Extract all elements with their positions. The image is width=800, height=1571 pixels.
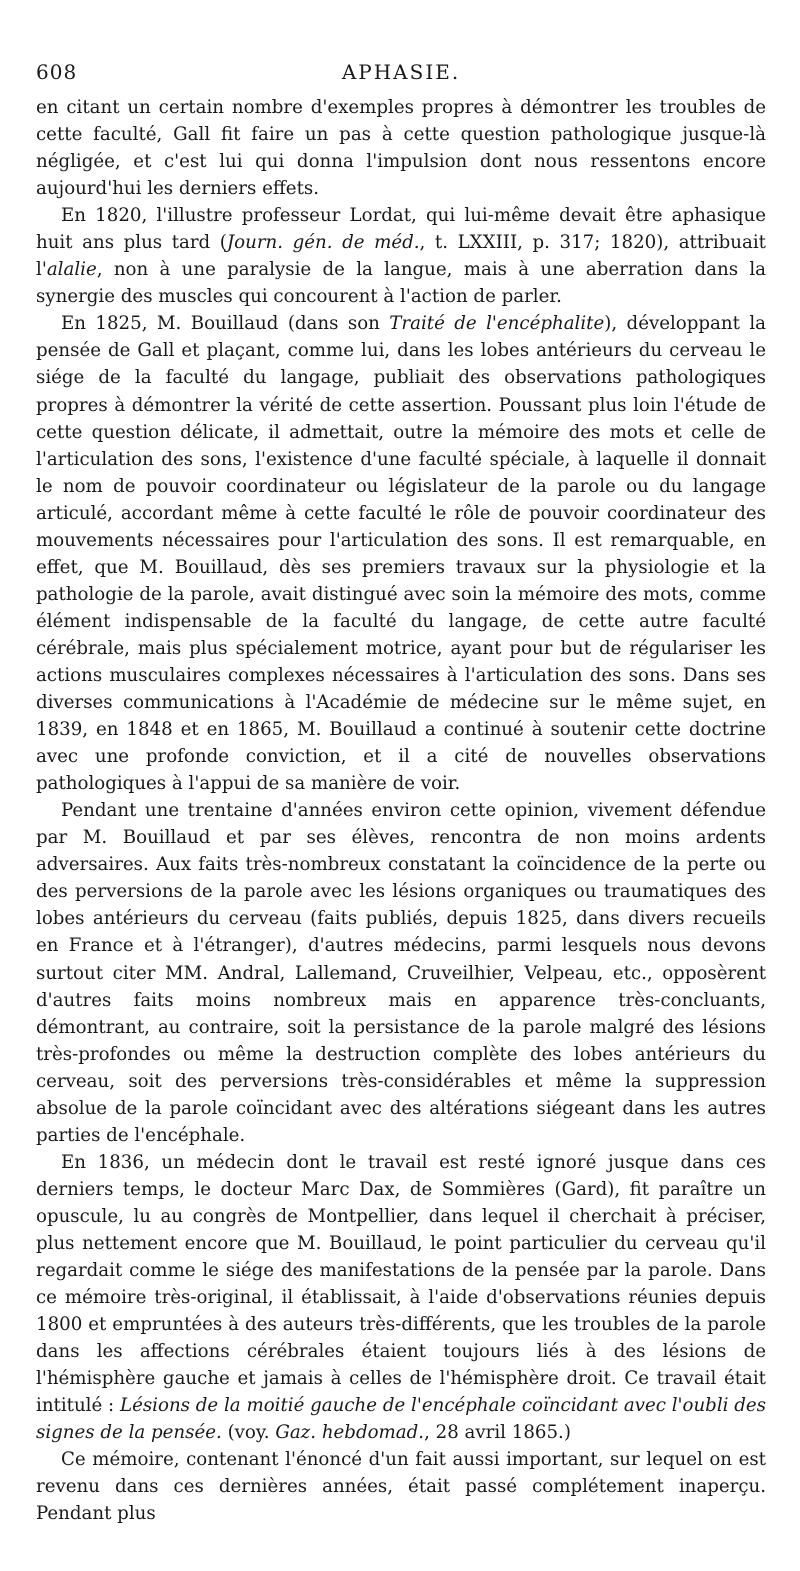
paragraph-5	[36, 1149, 766, 1447]
italic-term: alalie	[46, 259, 97, 281]
running-title: APHASIE.	[341, 60, 461, 84]
italic-title: Traité de l'encéphalite	[389, 313, 605, 335]
paragraph-2	[36, 202, 766, 310]
italic-citation: Journ. gén. de méd.	[226, 232, 420, 254]
running-head	[36, 60, 766, 88]
paragraph-1	[36, 94, 766, 202]
text-span: En 1836, un médecin dont le travail est resté ignoré jusque dans ces derniers temps, le docteur Marc Dax, de Sommières (Gard), fit paraître un opuscule, lu au congrès de Montpellier, dans lequel il cherchait à préciser, plus nettement encore que M. Bouillaud, le point particulier du cerveau qu'il regardait comme le siége des manifestations de la pensée par la parole. Dans ce mémoire très-original, il établissait, à l'aide d'observations réunies depuis 1800 et empruntées à des auteurs très-différents, que les troubles de la parole dans les affections cérébrales étaient toujours liés à des lésions de l'hémisphère gauche et jamais à celles de l'hémisphère droit. Ce travail était intitulé :	[36, 1151, 766, 1417]
text-span: , t. LXXIII, p. 317; 1820), attribuait l'	[36, 232, 766, 281]
paragraph-6	[36, 1446, 766, 1527]
body-text	[36, 94, 766, 1527]
text-span: en citant un certain nombre d'exemples propres à démontrer les troubles de cette faculté, Gall fit faire un pas à cette question pathologique jusque-là négligée, et c'est lui qui donna l'impulsion dont nous ressentons encore aujourd'hui les derniers effets.	[36, 97, 766, 200]
text-span: Ce mémoire, contenant l'énoncé d'un fait aussi important, sur lequel on est revenu dans ces dernières années, était passé complétement inaperçu. Pendant plus	[36, 1449, 766, 1525]
text-span: ), développant la pensée de Gall et plaçant, comme lui, dans les lobes antérieurs du cerveau le siége de la faculté du langage, publiait des observations pathologiques propres à démontrer la vérité de cette assertion. Poussant plus loin l'étude de cette question délicate, il admettait, outre la mémoire des mots et celle de l'articulation des sons, l'existence d'une faculté spéciale, à laquelle il donnait le nom de pouvoir coordinateur ou législateur de la parole ou du langage articulé, accordant même à cette faculté le rôle de pouvoir coordinateur des mouvements nécessaires pour l'articulation des sons. Il est remarquable, en effet, que M. Bouillaud, dès ses premiers travaux sur la physiologie et la pathologie de la parole, avait distingué avec soin la mémoire des mots, comme élément indispensable de la faculté du langage, de cette autre faculté cérébrale, mais plus spécialement motrice, ayant pour but de régulariser les actions musculaires complexes nécessaires à l'articulation des sons. Dans ses diverses communications à l'Académie de médecine sur le même sujet, en 1839, en 1848 et en 1865, M. Bouillaud a continué à soutenir cette doctrine avec une profonde conviction, et il a cité de nouvelles observations pathologiques à l'appui de sa manière de voir.	[36, 313, 766, 795]
text-span: , non à une paralysie de la langue, mais à une aberration dans la synergie des muscles qui concourent à l'action de parler.	[36, 259, 766, 308]
text-span: Pendant une trentaine d'années environ cette opinion, vivement défendue par M. Bouillaud et par ses élèves, rencontra de non moins ardents adversaires. Aux faits très-nombreux constatant la coïncidence de la perte ou des perversions de la parole avec les lésions organiques ou traumatiques des lobes antérieurs du cerveau (faits publiés, depuis 1825, dans divers recueils en France et à l'étranger), d'autres médecins, parmi lesquels nous devons surtout citer MM. Andral, Lallemand, Cruveilhier, Velpeau, etc., opposèrent d'autres faits moins nombreux mais en apparence très-concluants, démontrant, au contraire, soit la persistance de la parole malgré des lésions très-profondes ou même la destruction complète des lobes antérieurs du cerveau, soit des perversions très-considérables et même la suppression absolue de la parole coïncidant avec des altérations siégeant dans les autres parties de l'encéphale.	[36, 800, 766, 1146]
italic-title: Lésions de la moitié gauche de l'encéphale coïncidant avec l'oubli des signes de la pensée.	[36, 1395, 766, 1444]
paragraph-3	[36, 310, 766, 797]
text-span: (voy.	[221, 1422, 276, 1444]
text-span: En 1825, M. Bouillaud (dans son	[61, 313, 390, 335]
paragraph-4	[36, 797, 766, 1149]
text-span: En 1820, l'illustre professeur Lordat, qui lui-même devait être aphasique huit ans plus tard (	[36, 205, 766, 254]
page-number: 608	[36, 60, 78, 84]
italic-citation: Gaz. hebdomad.	[275, 1422, 425, 1444]
text-span: , 28 avril 1865.)	[424, 1422, 571, 1444]
